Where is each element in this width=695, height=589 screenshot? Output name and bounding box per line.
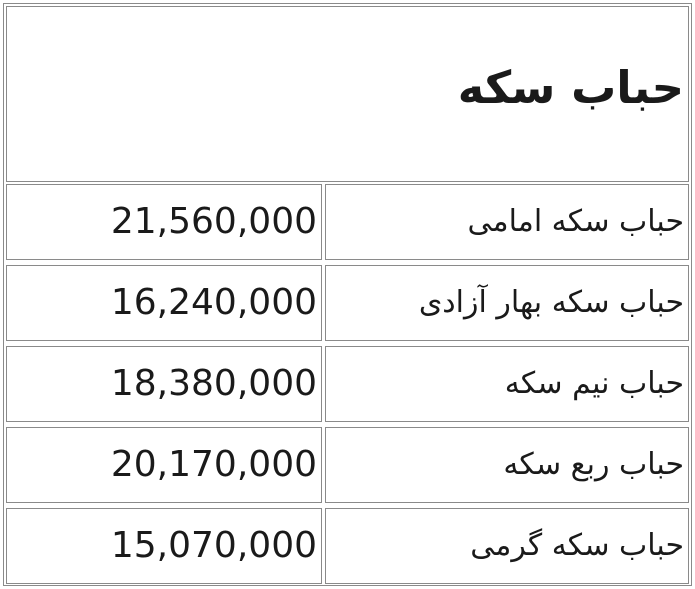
price-value: 20,170,000: [110, 444, 317, 485]
table-row: [6, 427, 689, 503]
table-row: [6, 265, 689, 341]
row-label: حباب سکه امامی: [467, 204, 684, 239]
table-row: [6, 346, 689, 422]
value-cell: [6, 265, 322, 341]
coin-bubble-table: [3, 3, 692, 586]
table-title: حباب سکه: [457, 61, 684, 114]
value-cell: [6, 184, 322, 260]
label-cell: [325, 508, 689, 584]
value-cell: [6, 346, 322, 422]
row-label: حباب نیم سکه: [504, 366, 684, 401]
label-cell: [325, 265, 689, 341]
price-value: 15,070,000: [110, 525, 317, 566]
price-value: 18,380,000: [110, 363, 317, 404]
value-cell: [6, 427, 322, 503]
price-value: 21,560,000: [110, 201, 317, 242]
table-row: [6, 508, 689, 584]
value-cell: [6, 508, 322, 584]
row-label: حباب ربع سکه: [503, 447, 684, 482]
label-cell: [325, 427, 689, 503]
label-cell: [325, 184, 689, 260]
row-label: حباب سکه گرمی: [470, 528, 684, 563]
table-row: [6, 184, 689, 260]
label-cell: [325, 346, 689, 422]
table-title-cell: [6, 6, 689, 182]
row-label: حباب سکه بهار آزادی: [418, 285, 684, 320]
price-value: 16,240,000: [110, 282, 317, 323]
